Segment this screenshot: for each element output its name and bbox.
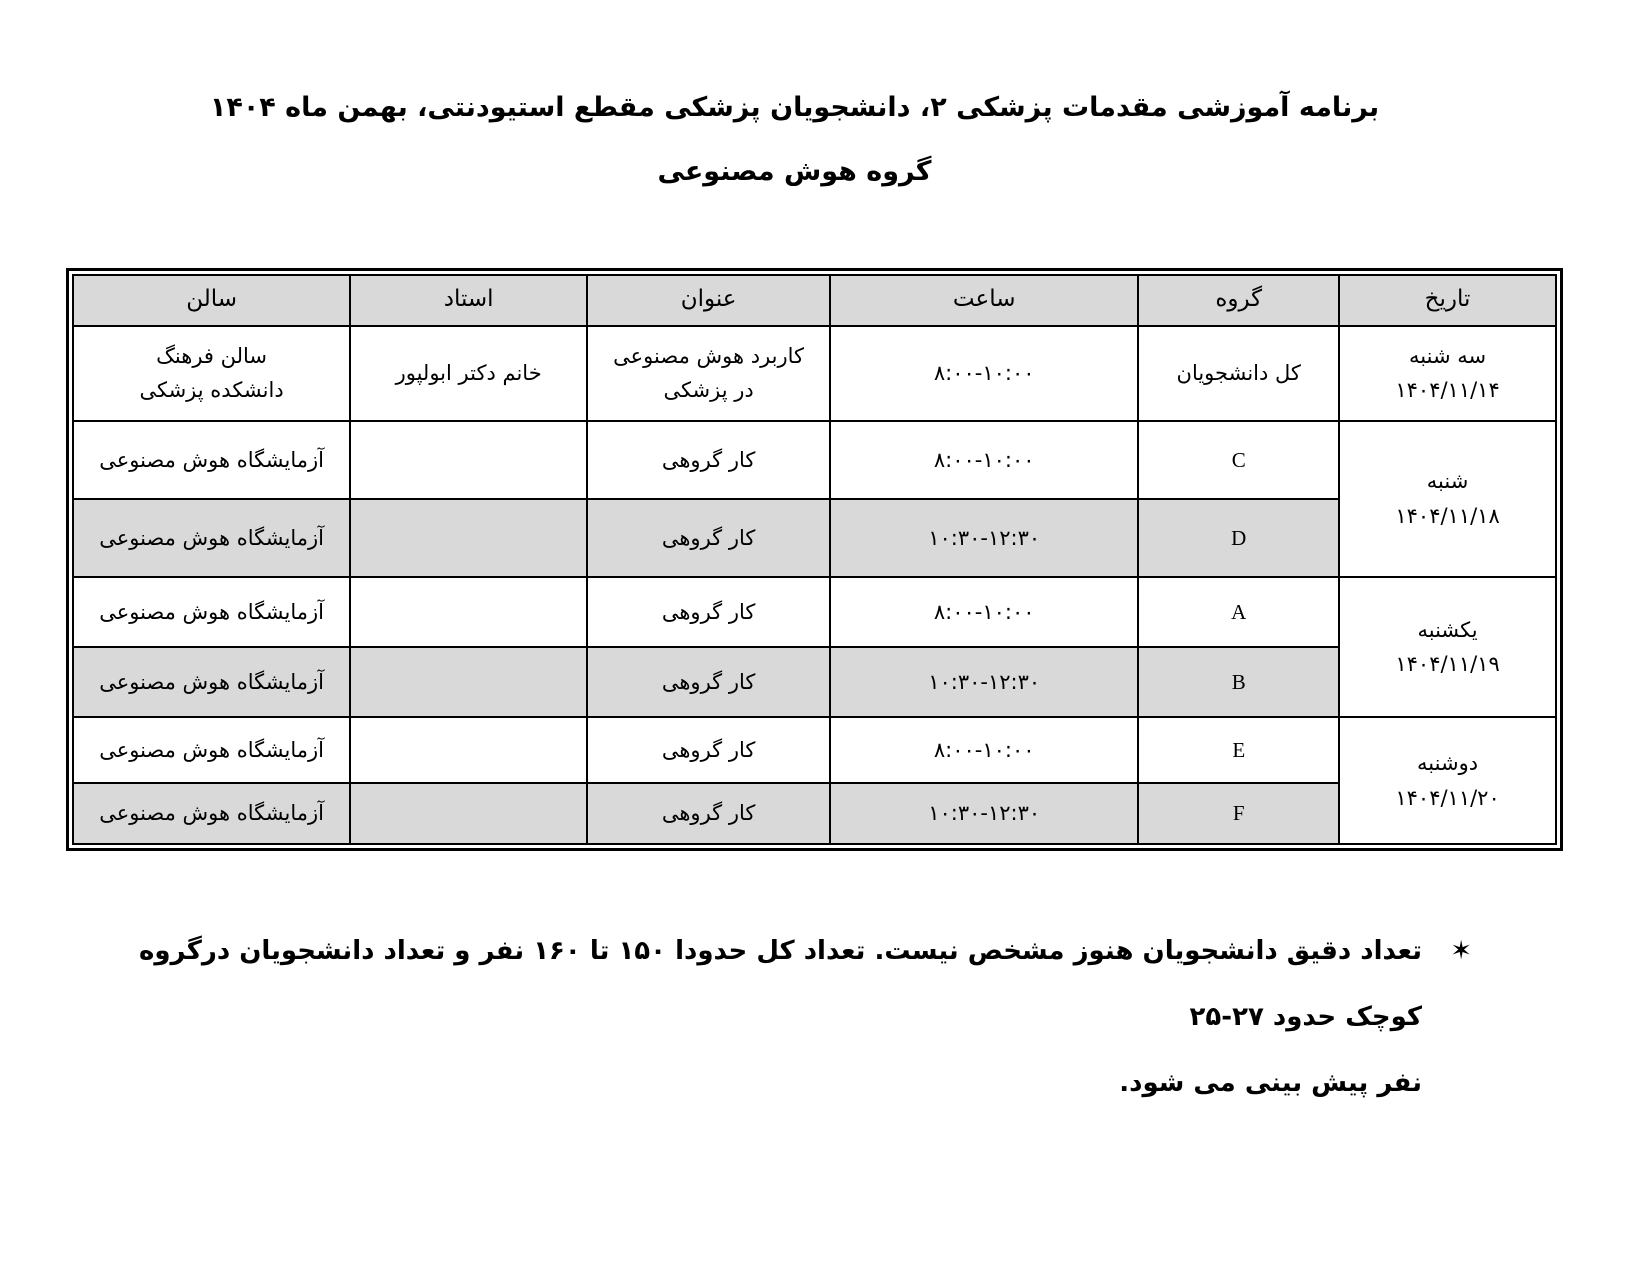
topic-line: در پزشکی [663,378,754,403]
time-label: ۸:۰۰-۱۰:۰۰ [933,447,1035,472]
topic-cell: کار گروهی [587,499,830,577]
topic-cell: کار گروهی [587,577,830,647]
table-row [73,499,1556,577]
star-bullet-icon: ✶ [1450,936,1472,966]
header-date: تاریخ [1339,275,1556,326]
header-time: ساعت [830,275,1138,326]
header-topic: عنوان [587,275,830,326]
group-cell: کل دانشجویان [1138,326,1339,421]
table-row [73,326,1556,421]
instructor-cell [350,647,587,717]
instructor-cell [350,783,587,844]
date-cell [1339,717,1556,844]
date-cell [1339,577,1556,717]
group-cell: F [1138,783,1339,844]
instructor-cell: خانم دکتر ابولپور [350,326,587,421]
hall-cell: آزمایشگاه هوش مصنوعی [73,783,350,844]
time-cell [830,421,1138,499]
hall-cell: آزمایشگاه هوش مصنوعی [73,499,350,577]
header-instructor: استاد [350,275,587,326]
time-cell [830,326,1138,421]
time-label: ۱۰:۳۰-۱۲:۳۰ [928,669,1041,694]
weekday-label: سه شنبه [1409,343,1487,368]
date-label: ۱۴۰۴/۱۱/۱۸ [1395,504,1500,529]
hall-cell: آزمایشگاه هوش مصنوعی [73,717,350,783]
table-header-row [73,275,1556,326]
table-row [73,577,1556,647]
date-label: ۱۴۰۴/۱۱/۱۹ [1395,652,1500,677]
page-title: برنامه آموزشی مقدمات پزشکی ۲، دانشجویان پزشکی مقطع استیودنتی، بهمن ماه ۱۴۰۴ [209,92,1380,123]
schedule-table [72,274,1557,845]
hall-line: دانشکده پزشکی [139,378,284,403]
topic-cell: کار گروهی [587,421,830,499]
topic-line: کاربرد هوش مصنوعی [613,343,805,368]
table-row [73,421,1556,499]
time-label: ۸:۰۰-۱۰:۰۰ [933,599,1035,624]
time-cell [830,717,1138,783]
hall-cell [73,326,350,421]
weekday-label: دوشنبه [1417,750,1479,775]
time-cell [830,783,1138,844]
topic-cell [587,326,830,421]
date-label: ۱۴۰۴/۱۱/۱۴ [1395,378,1500,403]
header-group: گروه [1138,275,1339,326]
table-row [73,717,1556,783]
time-label: ۸:۰۰-۱۰:۰۰ [933,361,1035,386]
topic-cell: کار گروهی [587,783,830,844]
weekday-label: شنبه [1426,469,1469,494]
time-label: ۱۰:۳۰-۱۲:۳۰ [928,525,1041,550]
footnote-line: تعداد دقیق دانشجویان هنوز مشخص نیست. تعداد کل حدودا ۱۵۰ تا ۱۶۰ نفر و تعداد دانشجویان درگروه کوچک حدود ۲۷-۲۵ [139,936,1422,1032]
hall-cell: آزمایشگاه هوش مصنوعی [73,647,350,717]
weekday-label: یکشنبه [1417,617,1478,642]
group-cell: A [1138,577,1339,647]
instructor-cell [350,421,587,499]
footnote [72,918,1472,1116]
time-label: ۸:۰۰-۱۰:۰۰ [933,737,1035,762]
hall-line: سالن فرهنگ [156,343,268,368]
instructor-cell [350,499,587,577]
hall-cell: آزمایشگاه هوش مصنوعی [73,577,350,647]
footnote-line: نفر پیش بینی می شود. [1119,1068,1422,1098]
group-cell: B [1138,647,1339,717]
date-label: ۱۴۰۴/۱۱/۲۰ [1395,785,1500,810]
group-cell: C [1138,421,1339,499]
time-cell [830,647,1138,717]
time-cell [830,577,1138,647]
table-row [73,647,1556,717]
instructor-cell [350,577,587,647]
instructor-cell [350,717,587,783]
group-cell: E [1138,717,1339,783]
date-cell [1339,421,1556,577]
schedule-table-frame [66,268,1563,851]
topic-cell: کار گروهی [587,717,830,783]
time-label: ۱۰:۳۰-۱۲:۳۰ [928,801,1041,826]
page-subtitle: گروه هوش مصنوعی [657,156,932,187]
table-row [73,783,1556,844]
group-cell: D [1138,499,1339,577]
header-hall: سالن [73,275,350,326]
time-cell [830,499,1138,577]
hall-cell: آزمایشگاه هوش مصنوعی [73,421,350,499]
topic-cell: کار گروهی [587,647,830,717]
date-cell [1339,326,1556,421]
